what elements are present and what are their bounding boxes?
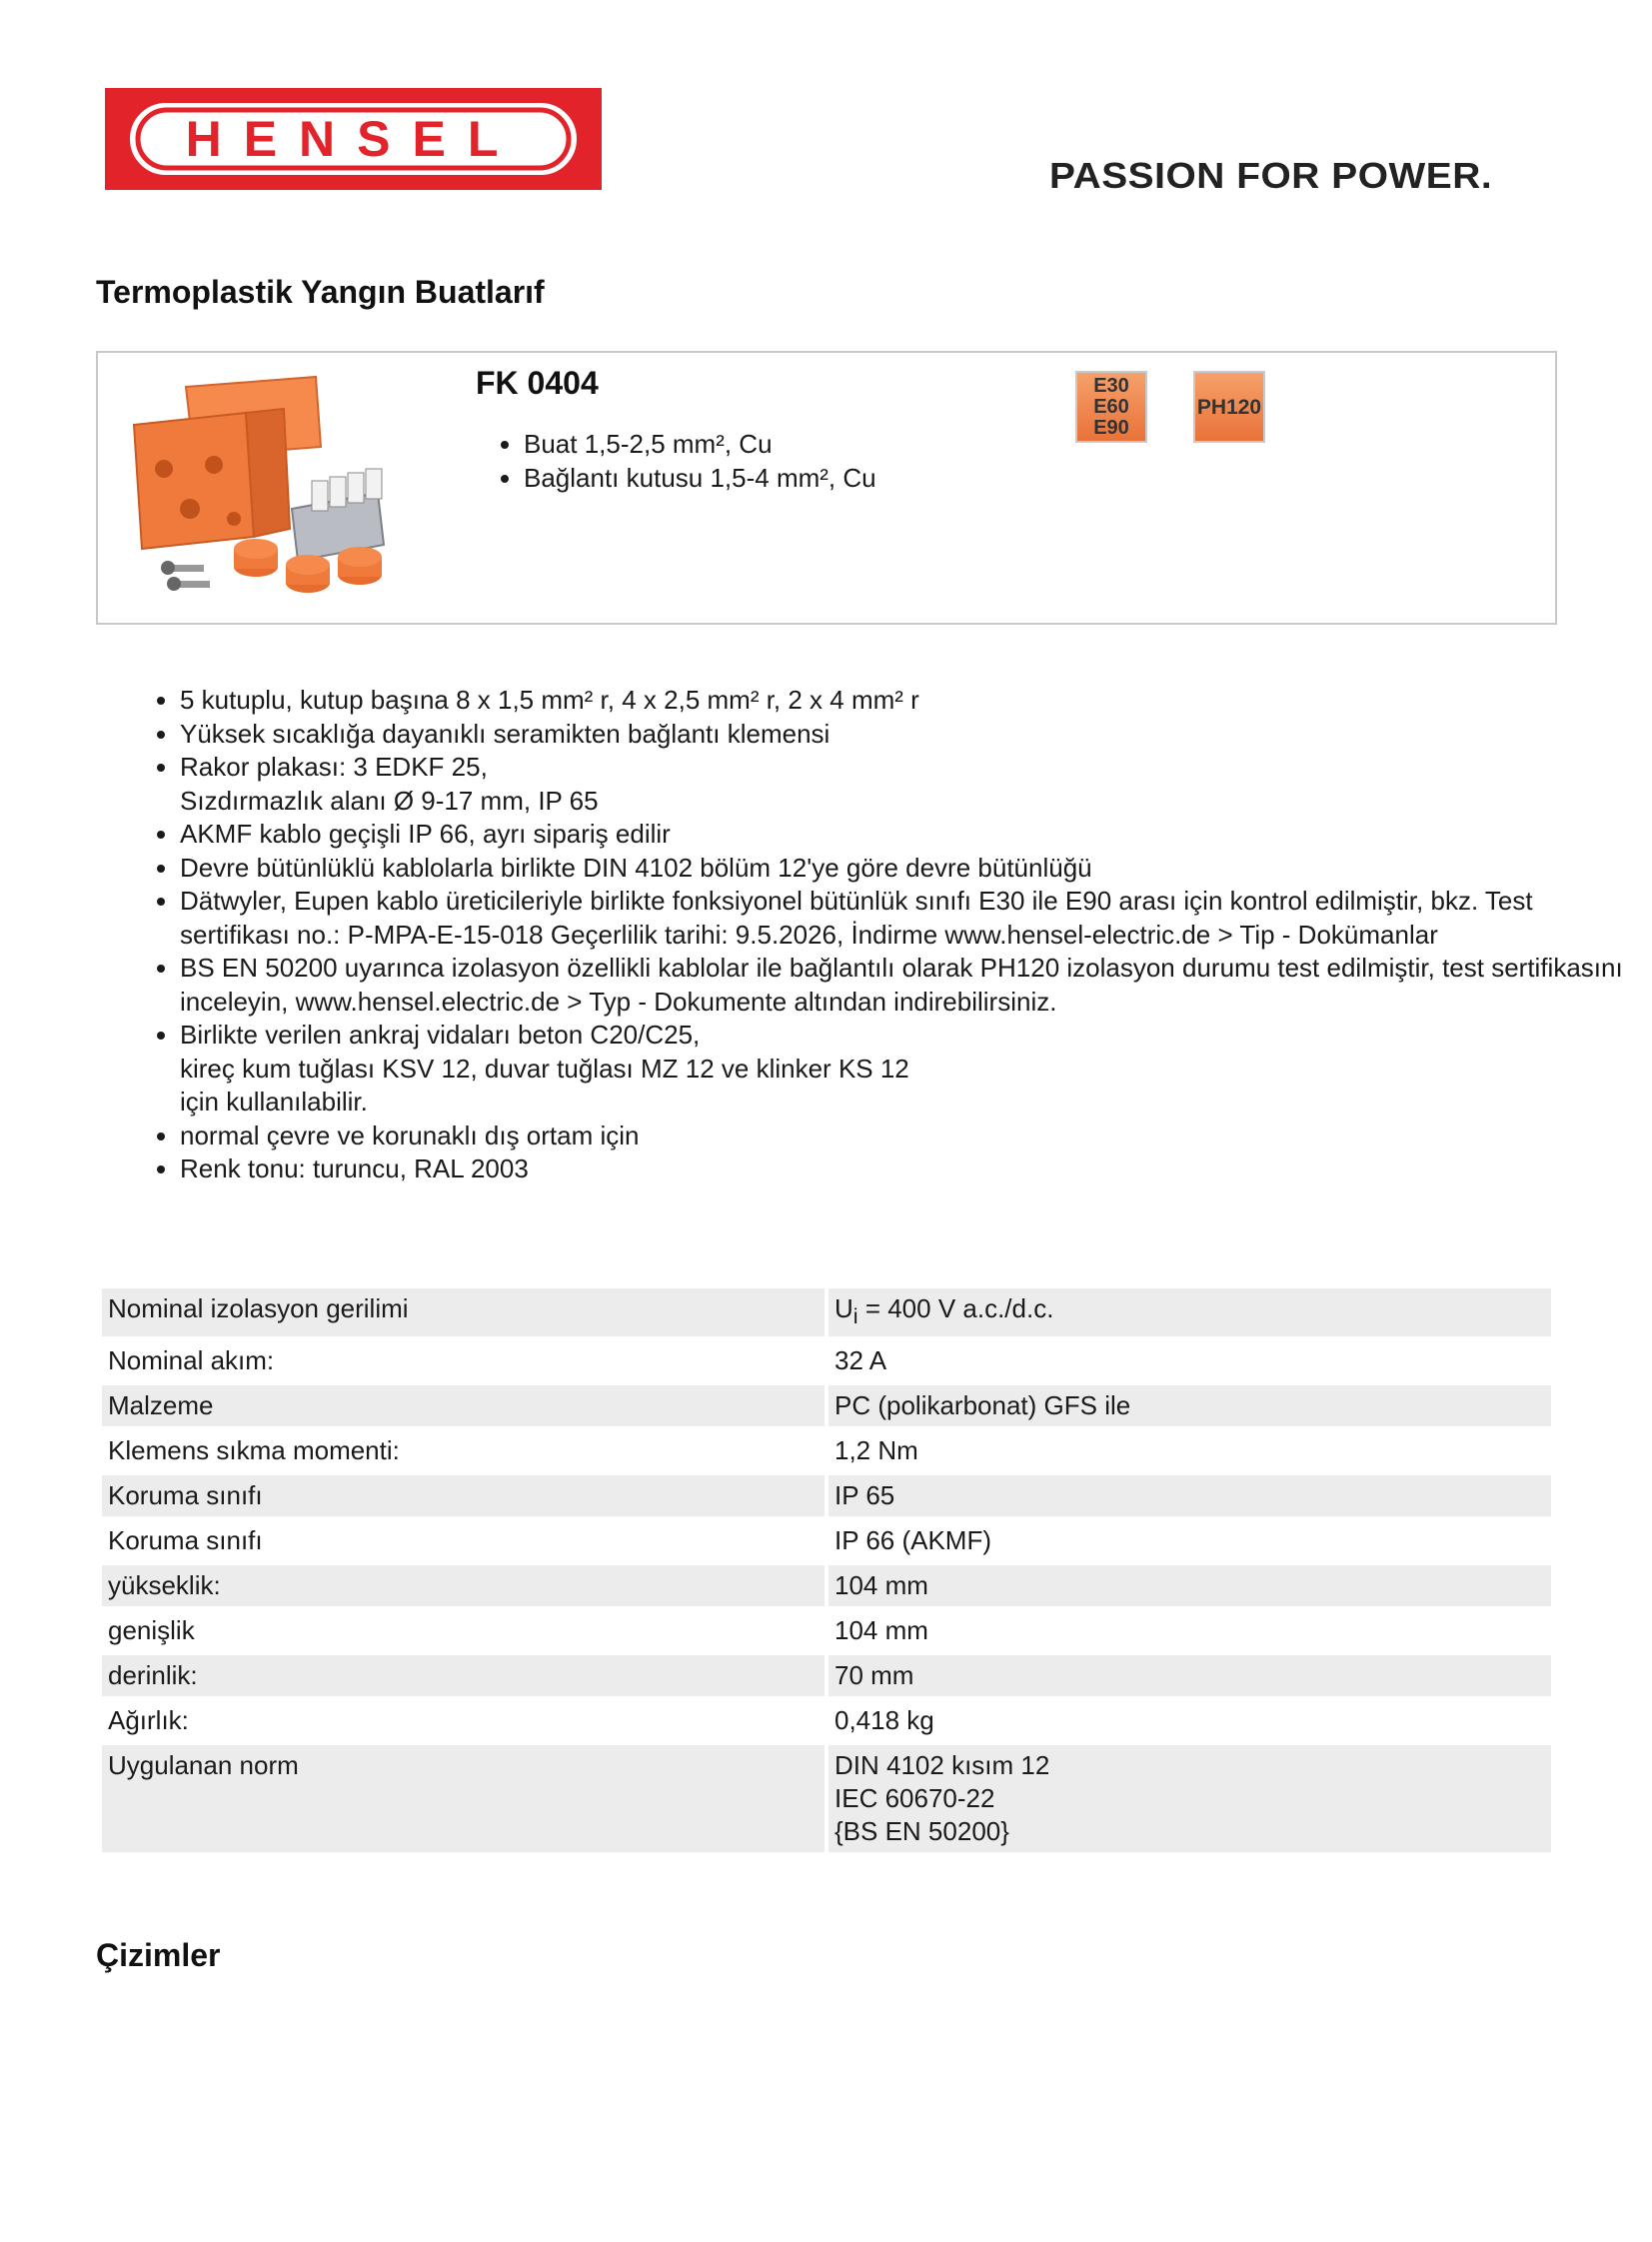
description-item: • Devre bütünlüklü kablolarla birlikte DIN 4102 bölüm 12'ye göre devre bütünlüğü [180, 852, 1649, 886]
spec-value: 104 mm [828, 1565, 1551, 1606]
description-item: • 5 kutuplu, kutup başına 8 x 1,5 mm² r, 4 x 2,5 mm² r, 2 x 4 mm² r [180, 684, 1649, 718]
spec-label: Koruma sınıfı [108, 1525, 263, 1556]
spec-table [98, 1284, 1555, 1856]
spec-row [102, 1565, 1551, 1606]
spec-value: DIN 4102 kısım 12 IEC 60670-22 {BS EN 50200} [828, 1745, 1551, 1852]
spec-value: 32 A [834, 1345, 887, 1376]
spec-label: Ağırlık: [108, 1705, 189, 1736]
logo-brand-text: HENSEL [185, 111, 521, 167]
spec-value: 70 mm [828, 1655, 1551, 1696]
description-item: • Yüksek sıcaklığa dayanıklı seramikten bağlantı klemensi [180, 718, 1649, 752]
description-item: • BS EN 50200 uyarınca izolasyon özellikli kablolar ile bağlantılı olarak PH120 izolasyon durumu test edilmiştir, test sertifikasını inceleyin, www.hensel.electric.de > Typ - Dokumente altından indirebilirsiniz. [180, 952, 1649, 1019]
ph120-badge [1193, 371, 1265, 443]
drawings-title: Çizimler [96, 1937, 221, 1973]
voltage-subscript: i [852, 1303, 858, 1329]
spec-row [102, 1385, 1551, 1426]
fire-rating-badge [1075, 371, 1147, 443]
spec-row [102, 1520, 1551, 1561]
spec-value [828, 1288, 1551, 1336]
spec-row [102, 1745, 1551, 1852]
spec-row [102, 1610, 1551, 1651]
spec-label: Klemens sıkma momenti: [108, 1435, 400, 1466]
spec-value: IP 65 [828, 1475, 1551, 1516]
spec-label: genişlik [108, 1615, 195, 1646]
description-item: • AKMF kablo geçişli IP 66, ayrı sipariş edilir [180, 818, 1649, 852]
spec-value: PC (polikarbonat) GFS ile [828, 1385, 1551, 1426]
spec-value: IP 66 (AKMF) [834, 1525, 992, 1556]
badge-e90: E90 [1093, 416, 1129, 439]
product-feature-list [476, 427, 876, 495]
description-item: • normal çevre ve korunaklı dış ortam için [180, 1120, 1649, 1153]
voltage-symbol: U [834, 1293, 853, 1323]
spec-row [102, 1340, 1551, 1381]
product-feature: • Bağlantı kutusu 1,5-4 mm², Cu [524, 461, 876, 495]
description-item: • Renk tonu: turuncu, RAL 2003 [180, 1152, 1649, 1186]
description-item: • Birlikte verilen ankraj vidaları beton C20/C25, kireç kum tuğlası KSV 12, duvar tuğlası MZ 12 ve klinker KS 12 için kullanılabilir. [180, 1019, 1649, 1120]
spec-value: 1,2 Nm [834, 1435, 918, 1466]
page-title: Termoplastik Yangın Buatlarıf [96, 274, 545, 310]
spec-label: Nominal akım: [108, 1345, 275, 1376]
spec-row [102, 1288, 1551, 1336]
badge-ph120-label: PH120 [1196, 395, 1262, 419]
product-feature: • Buat 1,5-2,5 mm², Cu [524, 427, 876, 461]
spec-row [102, 1430, 1551, 1471]
spec-label: Uygulanan norm [102, 1745, 825, 1852]
spec-row [102, 1475, 1551, 1516]
description-list [96, 684, 1649, 1186]
spec-label: derinlik: [102, 1655, 825, 1696]
spec-label: Nominal izolasyon gerilimi [102, 1288, 825, 1336]
description-item: • Dätwyler, Eupen kablo üreticileriyle birlikte fonksiyonel bütünlük sınıfı E30 ile E90 arası için kontrol edilmiştir, bkz. Test sertifikası no.: P-MPA-E-15-018 Geçerlilik tarihi: 9.5.2026, İndirme www.hensel-electric.de > Tip - Dokümanlar [180, 885, 1649, 952]
product-name: FK 0404 [476, 365, 599, 401]
spec-row [102, 1655, 1551, 1696]
slogan: PASSION FOR POWER. [1049, 155, 1493, 196]
hensel-logo-graphic [105, 88, 602, 190]
hensel-logo [105, 88, 602, 190]
spec-label: Koruma sınıfı [102, 1475, 825, 1516]
badge-e30: E30 [1093, 374, 1129, 397]
description-item: • Rakor plakası: 3 EDKF 25, Sızdırmazlık alanı Ø 9-17 mm, IP 65 [180, 751, 1649, 818]
spec-label: Malzeme [102, 1385, 825, 1426]
product-image [116, 369, 496, 609]
spec-label: yükseklik: [102, 1565, 825, 1606]
voltage-value: = 400 V a.c./d.c. [857, 1293, 1054, 1323]
spec-value: 104 mm [834, 1615, 928, 1646]
badge-e60: E60 [1093, 395, 1129, 418]
product-summary-box [96, 351, 1557, 625]
spec-value: 0,418 kg [834, 1705, 934, 1736]
spec-row [102, 1700, 1551, 1741]
